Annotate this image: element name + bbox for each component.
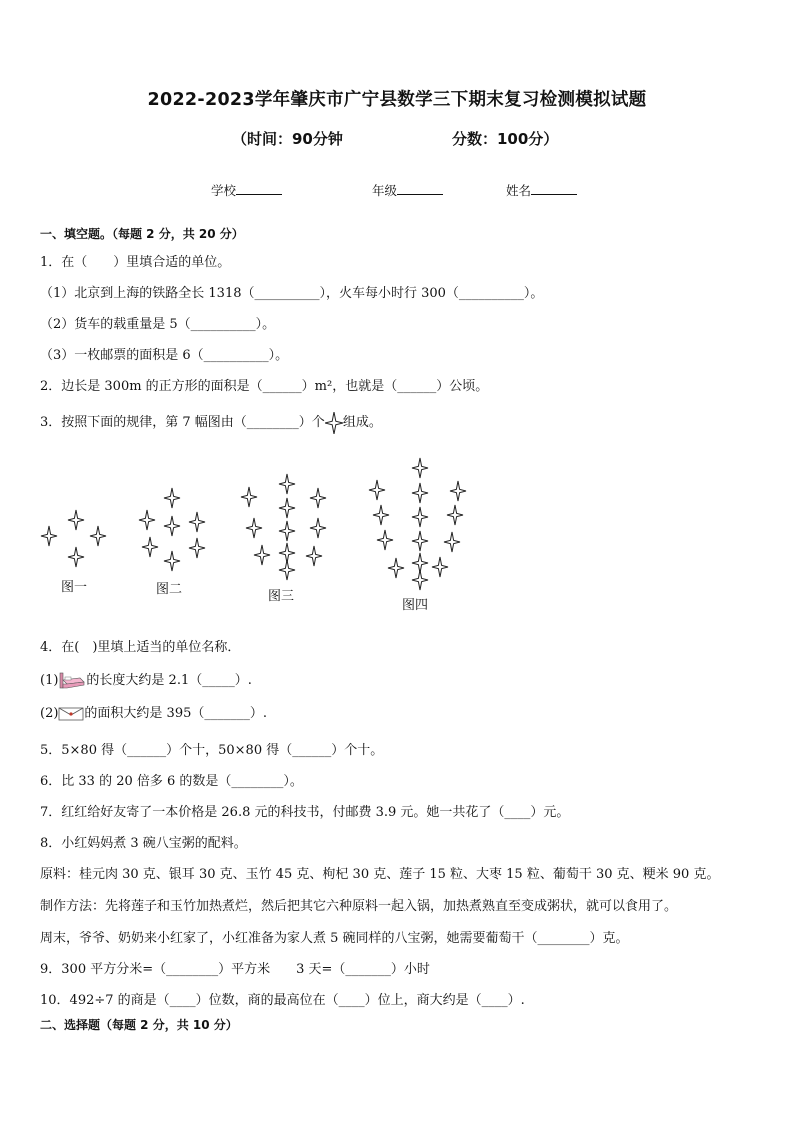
question-8-ask: 周末，爷爷、奶奶来小红家了，小红准备为家人煮 5 碗同样的八宝粥，她需要葡萄干（________）克。	[40, 931, 629, 946]
bed-icon	[58, 670, 86, 692]
section-2-heading: 二、选择题（每题 2 分，共 10 分）	[40, 1018, 238, 1032]
question-10: 10．492÷7 的商是（____）位数，商的最高位在（____）位上，商大约是（____）.	[40, 993, 525, 1008]
exam-time: （时间：90分钟	[232, 130, 343, 148]
star-mark	[241, 487, 257, 507]
star-mark	[139, 510, 155, 530]
star-mark	[164, 516, 180, 536]
page-title: 2022-2023学年肇庆市广宁县数学三下期末复习检测模拟试题	[147, 90, 647, 110]
star-mark	[279, 498, 295, 518]
question-8-method: 制作方法：先将莲子和玉竹加热煮烂，然后把其它六种原料一起入锅，加热煮熟直至变成粥状，就可以食用了。	[40, 899, 678, 914]
section-1-heading: 一、填空题。（每题 2 分，共 20 分）	[40, 227, 244, 241]
question-5: 5．5×80 得（______）个十，50×80 得（______）个十。	[40, 743, 384, 758]
star-mark	[68, 547, 84, 567]
star-mark	[189, 512, 205, 532]
star-mark	[412, 483, 428, 503]
star-mark	[373, 505, 389, 525]
school-field: 学校	[211, 181, 282, 199]
star-mark	[279, 474, 295, 494]
star-mark	[369, 480, 385, 500]
question-1: 1．在（ ）里填合适的单位。	[40, 255, 231, 270]
question-6: 6．比 33 的 20 倍多 6 的数是（________）。	[40, 774, 303, 789]
star-mark	[68, 510, 84, 530]
star-mark	[377, 530, 393, 550]
star-mark	[41, 526, 57, 546]
question-7: 7．红红给好友寄了一本价格是 26.8 元的科技书，付邮费 3.9 元。她一共花了（____）元。	[40, 805, 570, 820]
star-mark	[412, 570, 428, 590]
star-mark	[412, 507, 428, 527]
star-mark	[388, 558, 404, 578]
star-mark	[306, 546, 322, 566]
star-mark	[164, 551, 180, 571]
star-mark	[310, 488, 326, 508]
question-3: 3．按照下面的规律，第 7 幅图由（________）个 组成。	[40, 411, 382, 434]
star-mark	[432, 557, 448, 577]
star-mark	[246, 518, 262, 538]
name-field: 姓名	[506, 181, 577, 199]
question-8-ingredients: 原料：桂元肉 30 克、银耳 30 克、玉竹 45 克、枸杞 30 克、莲子 15 粒、大枣 15 粒、葡萄干 30 克、粳米 90 克。	[40, 867, 720, 882]
question-2: 2．边长是 300m 的正方形的面积是（______）m²，也就是（______）公顷。	[40, 379, 489, 394]
star-mark	[310, 518, 326, 538]
grade-field: 年级	[372, 181, 443, 199]
star-mark	[412, 531, 428, 551]
star-mark	[279, 521, 295, 541]
star-mark	[164, 488, 180, 508]
exam-score: 分数：100分）	[452, 130, 559, 148]
question-4: 4．在( )里填上适当的单位名称．	[40, 640, 241, 655]
star-mark	[450, 481, 466, 501]
question-1-3: （3）一枚邮票的面积是 6（__________）。	[40, 348, 289, 363]
figure-4-label: 图四	[402, 598, 429, 613]
question-1-2: （2）货车的载重量是 5（__________）。	[40, 317, 276, 332]
envelope-icon	[58, 706, 84, 722]
figure-1-label: 图一	[61, 580, 88, 595]
star-mark	[444, 532, 460, 552]
star-mark	[447, 505, 463, 525]
question-4-2: (2) 的面积大约是 395（_______）.	[40, 706, 267, 721]
star-mark	[279, 560, 295, 580]
figure-3-label: 图三	[268, 589, 295, 604]
question-9: 9．300 平方分米=（________）平方米 3 天=（_______）小时	[40, 962, 430, 977]
question-1-1: （1）北京到上海的铁路全长 1318（__________），火车每小时行 300（__________）。	[40, 286, 544, 301]
star-mark	[412, 458, 428, 478]
star-mark	[142, 537, 158, 557]
question-4-1: (1) 的长度大约是 2.1（_____）.	[40, 669, 252, 692]
star-mark	[254, 545, 270, 565]
star-mark	[189, 538, 205, 558]
question-8: 8．小红妈妈煮 3 碗八宝粥的配料。	[40, 836, 247, 851]
star-mark	[90, 526, 106, 546]
figure-2-label: 图二	[156, 582, 183, 597]
